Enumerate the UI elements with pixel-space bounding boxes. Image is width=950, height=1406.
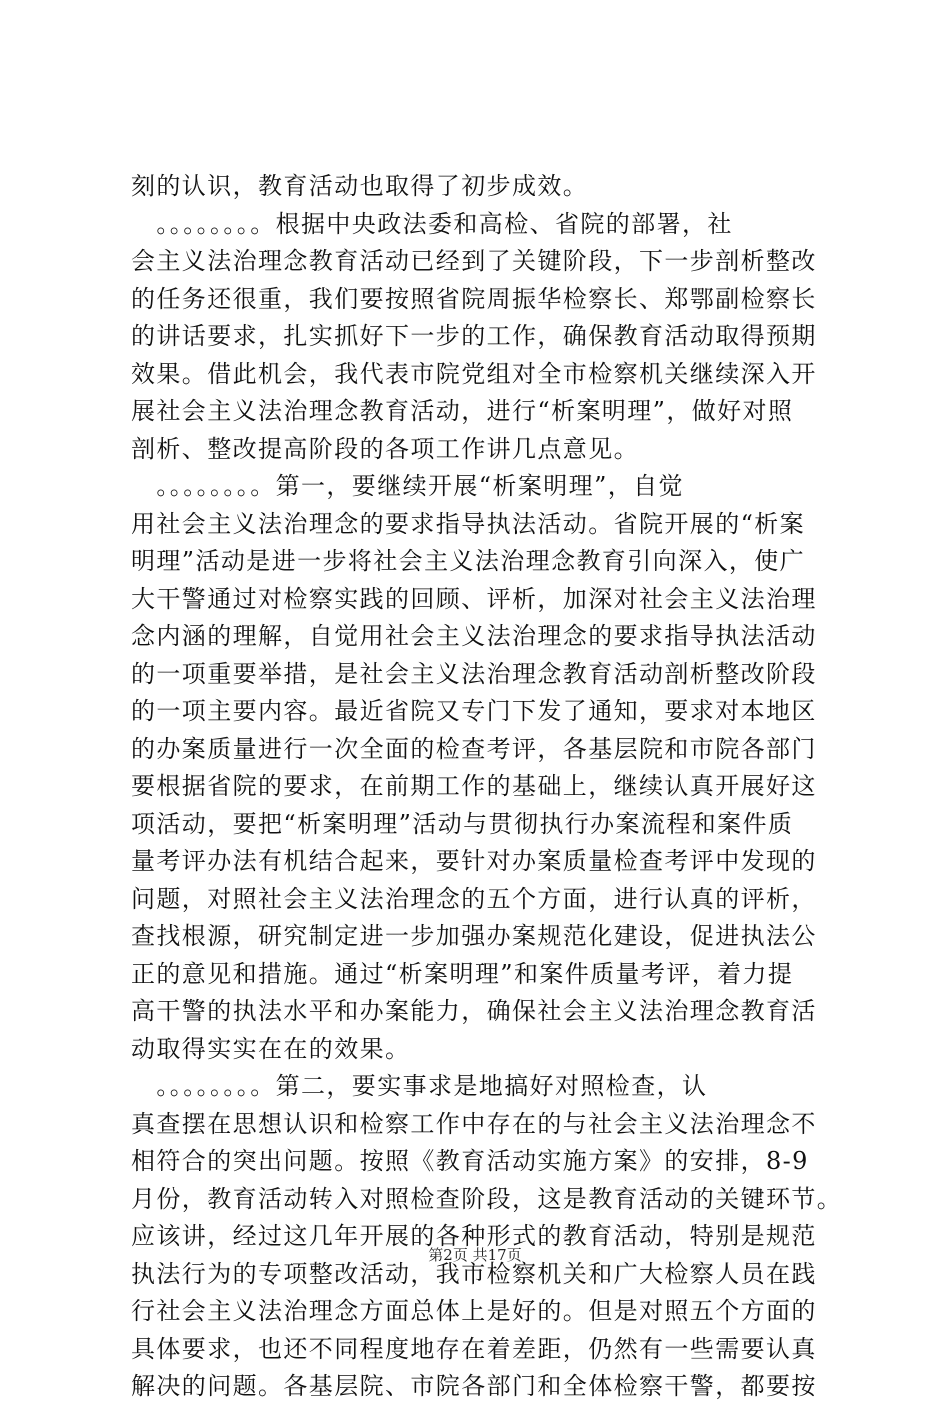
text-line: 效果。借此机会，我代表市院党组对全市检察机关继续深入开 [131,359,817,388]
text-line: 问题，对照社会主义法治理念的五个方面，进行认真的评析， [131,884,817,913]
text-line: 应该讲，经过这几年开展的各种形式的教育活动，特别是规范 [131,1222,817,1250]
text-line: 真查摆在思想认识和检察工作中存在的与社会主义法治理念不 [131,1109,817,1138]
text-line: 的任务还很重，我们要按照省院周振华检察长、郑鄂副检察长 [131,284,817,313]
text-line: 刻的认识，教育活动也取得了初步成效。 [131,172,589,200]
text-line: 解决的问题。各基层院、市院各部门和全体检察干警，都要按 [131,1372,817,1400]
text-line: 。。。。。。。。根据中央政法委和高检、省院的部署，社 [131,209,733,238]
text-line: 剖析、整改提高阶段的各项工作讲几点意见。 [131,434,639,463]
text-line: 明理”活动是进一步将社会主义法治理念教育引向深入，使广 [131,547,806,575]
text-line: 的一项重要举措，是社会主义法治理念教育活动剖析整改阶段 [131,659,817,688]
text-line: 查找根源，研究制定进一步加强办案规范化建设，促进执法公 [131,922,817,950]
text-line: 的讲话要求，扎实抓好下一步的工作，确保教育活动取得预期 [131,322,817,350]
text-line: 正的意见和措施。通过“析案明理”和案件质量考评，着力提 [131,959,794,988]
text-line: 的办案质量进行一次全面的检查考评，各基层院和市院各部门 [131,734,817,763]
text-line: 大干警通过对检察实践的回顾、评析，加深对社会主义法治理 [131,584,817,613]
document-body [131,168,843,1406]
text-line: 。。。。。。。。第一，要继续开展“析案明理”，自觉 [131,472,684,500]
text-line: 相符合的突出问题。按照《教育活动实施方案》的安排，8-9 [131,1147,809,1175]
text-line: 执法行为的专项整改活动，我市检察机关和广大检察人员在践 [131,1259,817,1288]
text-line: 行社会主义法治理念方面总体上是好的。但是对照五个方面的 [131,1297,817,1325]
text-line: 月份，教育活动转入对照检查阶段，这是教育活动的关键环节。 [131,1184,843,1213]
text-line: 要根据省院的要求，在前期工作的基础上，继续认真开展好这 [131,772,817,800]
text-line: 。。。。。。。。第二，要实事求是地搞好对照检查，认 [131,1072,708,1100]
text-line: 高干警的执法水平和办案能力，确保社会主义法治理念教育活 [131,997,817,1025]
text-line: 用社会主义法治理念的要求指导执法活动。省院开展的“析案 [131,509,806,538]
text-line: 量考评办法有机结合起来，要针对办案质量检查考评中发现的 [131,847,817,875]
text-line: 的一项主要内容。最近省院又专门下发了通知，要求对本地区 [131,697,817,725]
text-line: 念内涵的理解，自觉用社会主义法治理念的要求指导执法活动 [131,622,817,650]
text-line: 具体要求，也还不同程度地存在着差距，仍然有一些需要认真 [131,1334,817,1363]
text-line: 动取得实实在在的效果。 [131,1034,411,1063]
page-number: 第2页 共17页 [428,1246,522,1264]
text-line: 展社会主义法治理念教育活动，进行“析案明理”，做好对照 [131,397,794,425]
text-line: 会主义法治理念教育活动已经到了关键阶段，下一步剖析整改 [131,247,817,275]
text-line: 项活动，要把“析案明理”活动与贯彻执行办案流程和案件质 [131,809,794,838]
